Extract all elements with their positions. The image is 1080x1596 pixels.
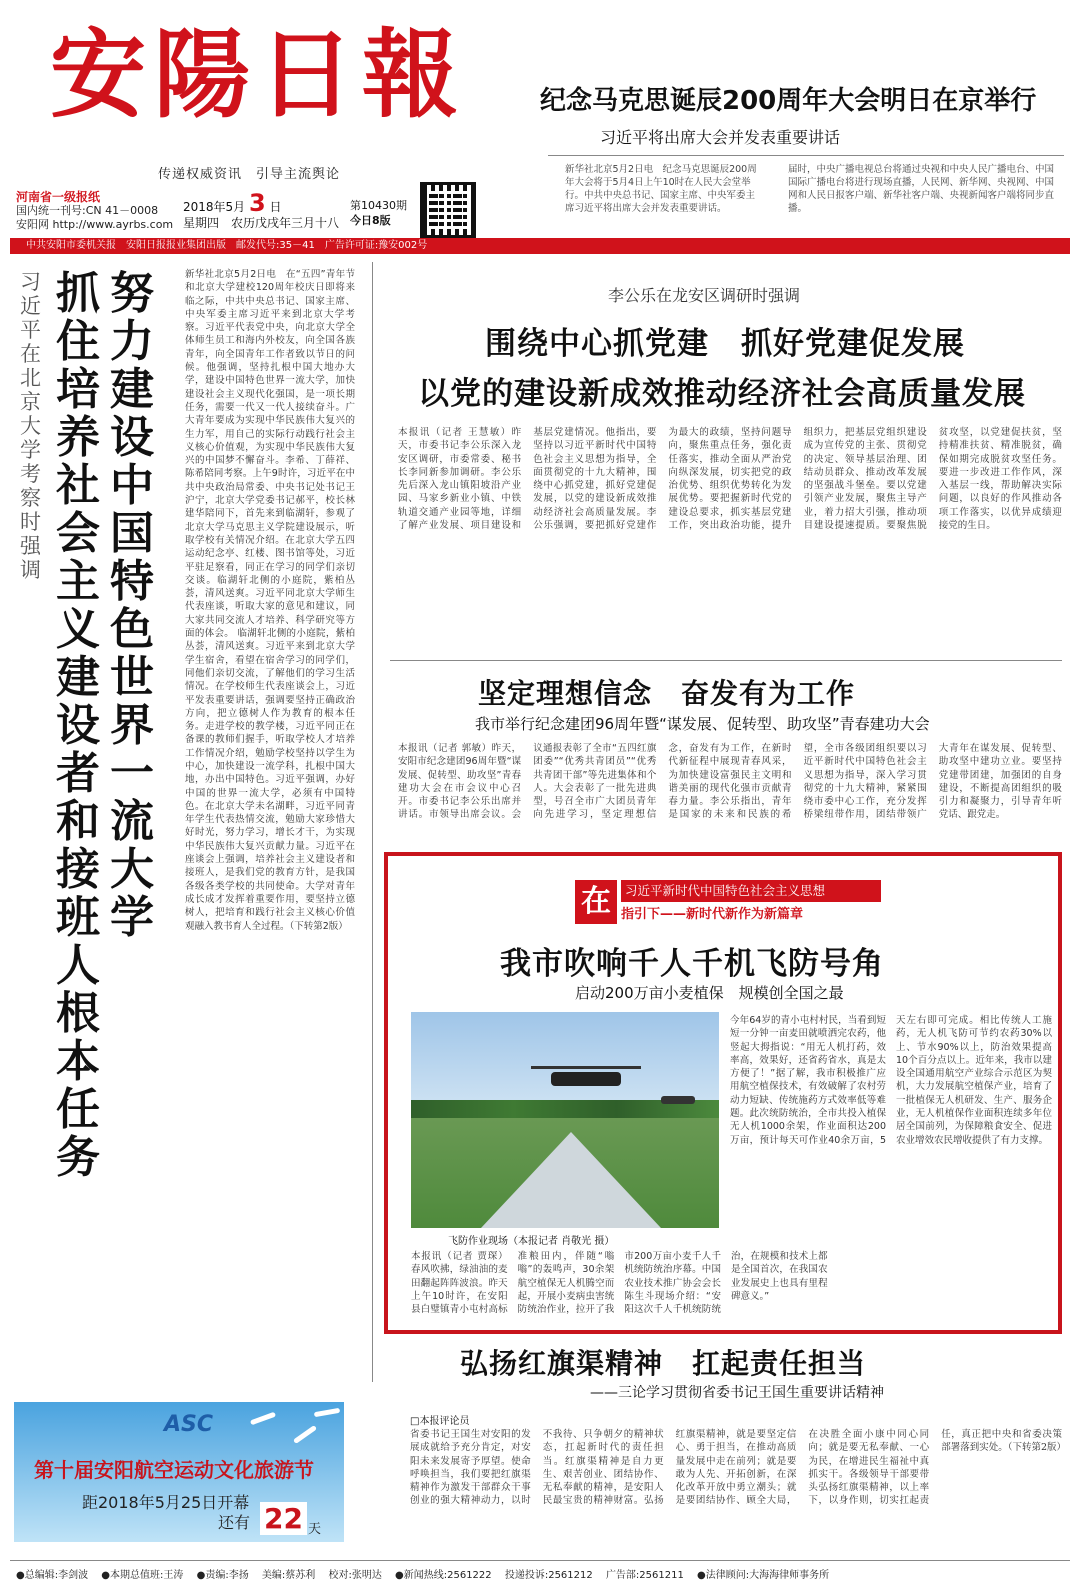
column-divider [372,262,373,1382]
ad-title: 第十届安阳航空运动文化旅游节 [34,1458,314,1482]
feature-badge-bottom: 指引下——新时代新作为新篇章 [621,907,804,922]
photo-caption: 飞防作业现场（本报记者 肖敬光 摄） [448,1236,615,1247]
story5-subheadline: ——三论学习贯彻省委书记王国生重要讲话精神 [590,1385,884,1401]
paper-info [16,190,173,232]
paper-cn: 国内统一刊号:CN 41－0008 [16,204,159,217]
page-count: 今日8版 [350,214,391,227]
footer-item: 校对:张明达 [328,1570,382,1581]
issue-number: 第10430期 [350,199,407,212]
feature-body-right: 今年64岁的青小屯村村民，当看到短短一分钟一亩麦田就喷洒完农药，他竖起大拇指说：“用无人机打药，效率高，效果好，还省药省水，真是太方便了！”据了解，我市积极推广应用航空植保技术，有效破解了农村劳动力短缺、传统施药方式效率低等难题。此次统防统治，全市共投入植保无人机1000余架，作业面积达200万亩，预计每天可作业40余万亩，5天左右即可完成。相比传统人工施药，无人机飞防可节约农药30%以上、节水90%以上，防治效果提高10个百分点以上。近年来，我市以建设全国通用航空产业综合示范区为契机，大力发展航空植保产业，培育了一批植保无人机研发、生产、服务企业，无人机植保作业面积连续多年位居全国前列，为保障粮食安全、促进农业增效农民增收提供了有力支撑。 [730,1015,1052,1146]
footer-item: 广告部:2561211 [605,1570,684,1581]
aviation-festival-ad[interactable] [14,1402,344,1542]
ad-days: 22 [260,1502,307,1535]
plane-icon [293,1425,317,1444]
footer-item: ●责编:李扬 [196,1570,249,1581]
drone-photo[interactable] [411,1012,719,1228]
feature-badge-top: 习近平新时代中国特色社会主义思想 [621,880,881,902]
paper-site[interactable]: 安阳网 http://www.ayrbs.com [16,218,174,231]
lead-headline-line2[interactable]: 抓住培养社会主义建设者和接班人根本任务 [56,268,100,1183]
top-story-subheadline: 习近平将出席大会并发表重要讲话 [600,128,841,147]
lead-headline-line1[interactable]: 努力建设中国特色世界一流大学 [110,268,154,943]
plane-icon [250,1412,276,1426]
footer-item: ●总编辑:李剑波 [16,1570,89,1581]
story5-byline: □本报评论员 [410,1416,470,1427]
top-story-brief-1: 新华社北京5月2日电 纪念马克思诞辰200周年大会将于5月4日上午10时在人民大会堂举行。中共中央总书记、国家主席、中央军委主席习近平将出席大会并发表重要讲话。 [565,164,757,214]
feature-headline[interactable]: 我市吹响千人千机飞防号角 [500,946,884,982]
story2-headline-line2[interactable]: 以党的建设新成效推动经济社会高质量发展 [418,376,1026,412]
ad-countdown: 距2018年5月25日开幕 [82,1493,250,1512]
story2-headline-line1[interactable]: 围绕中心抓党建 抓好党建促发展 [485,326,965,362]
date-box [183,189,340,231]
lead-body [185,268,355,1366]
qr-code-icon[interactable] [420,182,476,238]
footer-item: 投递投诉:2561212 [504,1570,593,1581]
story5-body: 省委书记王国生对安阳的发展成就给予充分肯定，对安阳未来发展寄予厚望。使命呼唤担当，我们要把红旗渠精神作为激发干部群众干事创业的强大精神动力，以时不我待、只争朝夕的精神状态，扛起新时代的责任担当。红旗渠精神是自力更生、艰苦创业、团结协作、无私奉献的精神，是安阳人民最宝贵的精神财富。弘扬红旗渠精神，就是要坚定信心、勇于担当，在推动高质量发展中走在前列；就是要敢为人先、开拓创新，在深化改革开放中勇立潮头；就是要团结协作、顾全大局，在决胜全面小康中同心同向；就是要无私奉献、一心为民，在增进民生福祉中真抓实干。各级领导干部要带头弘扬红旗渠精神，以上率下，以身作则，切实扛起责任，真正把中央和省委决策部署落到实处。（下转第2版） [410,1429,1066,1507]
feature-subheadline: 启动200万亩小麦植保 规模创全国之最 [575,984,844,1002]
feature-body-left: 本报讯（记者 贾琛）春风吹拂，绿油油的麦田翻起阵阵波浪。昨天上午10时许，在安阳县白璧镇青小屯村高标准粮田内，伴随“嗡嗡”的轰鸣声，30余架航空植保无人机腾空而起，开展小麦病虫害统防统治作业，拉开了我市200万亩小麦千人千机统防统治序幕。中国农业技术推广协会会长陈生斗现场介绍：“安阳这次千人千机统防统治，在规模和技术上都是全国首次，在我国农业发展史上也具有里程碑意义。” [411,1251,828,1316]
footer-item: ●法律顾问:大海海律师事务所 [697,1570,830,1581]
lead-body-para2: 临湖轩北侧的小庭院，紫柏丛荟，清风送爽。习近平来到北京大学学生宿舍，看望在宿舍学习的同学们，同他们亲切交流，了解他们的学习生活情况。在学校师生代表座谈会上，习近平发表重要讲话，强调要坚持正确政治方向，把立德树人作为教育的根本任务。走进学校的教学楼，习近平同正在备课的教师们握手，听取学校人才培养工作情况介绍，勉励学校坚持以学生为中心，加快建设一流学科，扎根中国大地，办出中国特色。习近平强调，办好中国的世界一流大学，必须有中国特色。在北京大学未名湖畔，习近平同青年学生代表热情交流，勉励大家珍惜大好时光，努力学习，增长才干，为实现中华民族伟大复兴贡献力量。习近平在座谈会上强调，培养社会主义建设者和接班人，是我们党的教育方针，是我国各级各类学校的共同使命。大学对青年成长成才发挥着重要作用，要坚持立德树人，把培育和践行社会主义核心价值观融入教书育人全过程。（下转第2版） [185,628,355,932]
paper-level: 河南省一级报纸 [16,190,101,204]
feature-badge-zai: 在 [575,880,617,924]
ad-days-unit: 天 [308,1522,322,1537]
footer [16,1566,1066,1581]
footer-item: ●新闻热线:2561222 [395,1570,492,1581]
story5-headline[interactable]: 弘扬红旗渠精神 扛起责任担当 [460,1347,867,1380]
story3-subheadline: 我市举行纪念建团96周年暨“谋发展、促转型、助攻坚”青春建功大会 [475,715,930,733]
lead-body-para1: 新华社北京5月2日电 在“五四”青年节和北京大学建校120周年校庆日即将来临之际，中共中央总书记、国家主席、中央军委主席习近平来到北京大学考察。习近平代表党中央，向北京大学全体师生员工和海内外校友，向全国各族青年，向全国青年工作者致以节日的问候。他强调，坚持扎根中国大地办大学，建设中国特色世界一流大学，加快建设社会主义现代化强国，是一项长期任务，需要一代又一代人接续奋斗。广大青年要成为实现中华民族伟大复兴的生力军，用自己的实际行动践行社会主义核心价值观，为实现中华民族伟大复兴的中国梦不懈奋斗。李希、丁薛祥、陈希陪同考察。上午9时许，习近平在中共中央政治局常委、中央书记处书记王沪宁，北京大学党委书记郝平，校长林建华陪同下，首先来到临湖轩，参观了北京大学马克思主义学院建设展示，听取学校有关情况介绍。在北京大学五四运动纪念亭、红楼、图书馆等处，习近平驻足察看，同正在学习的同学们亲切交谈。临湖轩北侧的小庭院，紫柏丛荟，清风送爽。习近平同北京大学师生代表座谈，听取大家的意见和建议，同大家共同交流人才培养、科学研究等方面的体会。 [185,269,355,640]
masthead-bar: 中共安阳市委机关报 安阳日报报业集团出版 邮发代号:35－41 广告许可证:豫安002号 [10,238,1070,254]
story3-headline[interactable]: 坚定理想信念 奋发有为工作 [478,677,856,710]
story2-divider [390,660,1062,661]
masthead-logo: 安陽日報 [50,18,466,131]
ad-countdown-mid: 还有 [218,1513,251,1532]
feature-badge [575,880,881,924]
masthead-slogan: 传递权威资讯 引导主流舆论 [158,167,341,182]
footer-rule [10,1560,1070,1561]
top-story-headline[interactable]: 纪念马克思诞辰200周年大会明日在京举行 [540,86,1037,116]
issue-info [350,198,407,228]
date-post: 日 [269,200,282,214]
top-divider [548,155,1064,156]
lead-subtitle: 习近平在北京大学考察时强调 [20,270,41,582]
date-weekday: 星期四 农历戊戌年三月十八 [183,216,340,230]
plane-icon [314,1408,340,1417]
footer-item: 美编:蔡苏利 [261,1570,316,1581]
date-pre: 2018年5月 [183,200,246,214]
story2-kicker: 李公乐在龙安区调研时强调 [608,286,801,305]
date-day: 3 [249,189,266,217]
story2-body: 本报讯（记者 王慧敏）昨天，市委书记李公乐深入龙安区调研，市委常委、秘书长李同新参加调研。李公乐先后深入龙山镇阳坡沿产业园、马家乡新业小镇、中铁轨道交通产业园等地，详细了解产业发展、项目建设和基层党建情况。他指出，要坚持以习近平新时代中国特色社会主义思想为指导，全面贯彻党的十九大精神，围绕中心抓党建，抓好党建促发展，以党的建设新成效推动经济社会高质量发展。李公乐强调，要把抓好党建作为最大的政绩，坚持问题导向，聚焦重点任务，强化责任落实，推动全面从严治党向纵深发展，切实把党的政治优势、组织优势转化为发展优势。要把握新时代党的建设总要求，抓实基层党建工作，突出政治功能，提升组织力，把基层党组织建设成为宣传党的主张、贯彻党的决定、领导基层治理、团结动员群众、推动改革发展的坚强战斗堡垒。要以党建引领产业发展，聚焦主导产业，着力招大引强，推动项目建设提速提质。要聚焦脱贫攻坚，以党建促扶贫，坚持精准扶贫、精准脱贫，确保如期完成脱贫攻坚任务。要进一步改进工作作风，深入基层一线，帮助解决实际问题，以良好的作风推动各项工作落实，以优异成绩迎接党的生日。 [398,427,1062,532]
footer-item: ●本期总值班:王涛 [101,1570,184,1581]
top-story-brief-2: 届时，中央广播电视总台将通过央视和中央人民广播电台、中国国际广播电台将进行现场直播，人民网、新华网、央视网、中国网和人民日报客户端、新华社客户端、央视新闻客户端将同步直播。 [788,164,1055,214]
ad-logo: ASC [164,1412,214,1437]
story3-body: 本报讯（记者 郭敏）昨天，安阳市纪念建团96周年暨“谋发展、促转型、助攻坚”青春建功大会在市会议中心召开。市委书记李公乐出席并讲话。市领导出席会议。会议通报表彰了全市“五四红旗团委”“优秀共青团员”“优秀共青团干部”等先进集体和个人。大会表彰了一批先进典型，号召全市广大团员青年向先进学习，坚定理想信念，奋发有为工作，在新时代新征程中展现青春风采，为加快建设富强民主文明和谐美丽的现代化强市贡献青春力量。李公乐指出，青年是国家的未来和民族的希望，全市各级团组织要以习近平新时代中国特色社会主义思想为指导，深入学习贯彻党的十九大精神，紧紧围绕市委中心工作，充分发挥桥梁纽带作用，团结带领广大青年在谋发展、促转型、助攻坚中建功立业。要坚持党建带团建，加强团的自身建设，不断提高团组织的吸引力和凝聚力，引导青年听党话、跟党走。 [398,743,1062,821]
